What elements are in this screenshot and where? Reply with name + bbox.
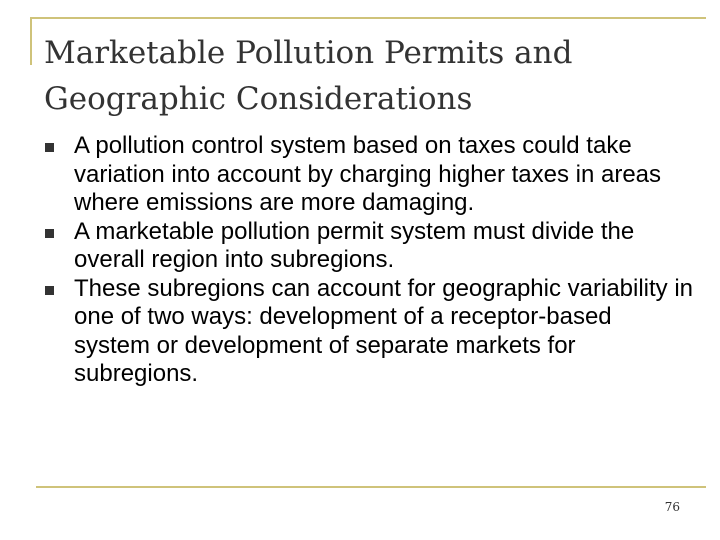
page-number: 76 [664,500,680,514]
bullet-text: These subregions can account for geographic variability in one of two ways: development of a receptor-based system or development of separate markets for subregions. [74,274,694,387]
title-rule-top [30,17,706,19]
bottom-rule [36,486,706,488]
bullet-text: A marketable pollution permit system must divide the overall region into subregions. [74,217,635,273]
slide-title [44,30,684,122]
square-bullet-icon [45,229,54,238]
bullet-item [44,132,694,218]
slide-title-line-1: Marketable Pollution Permits and [44,35,573,71]
bullet-list [44,132,694,389]
bullet-item [44,275,694,389]
square-bullet-icon [45,143,54,152]
square-bullet-icon [45,286,54,295]
bullet-text: A pollution control system based on taxes could take variation into account by charging higher taxes in areas where emissions are more damaging. [74,132,662,216]
title-rule-left [30,17,32,65]
bullet-item [44,218,694,275]
slide-title-line-2: Geographic Considerations [44,81,473,117]
